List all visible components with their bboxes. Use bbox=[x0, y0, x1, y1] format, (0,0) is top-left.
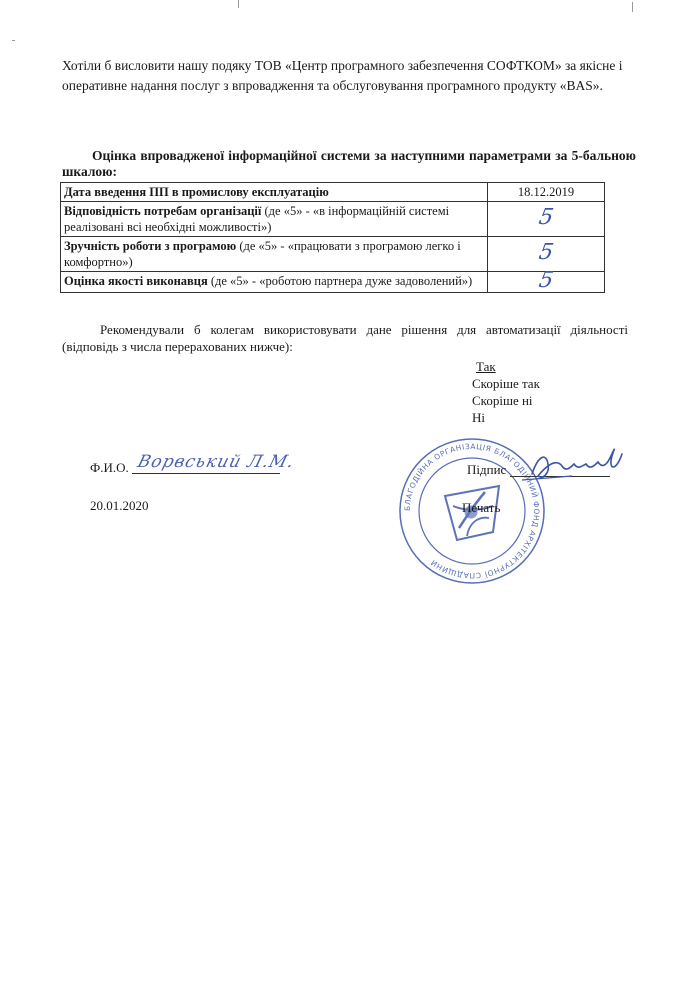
evaluation-heading: Оцінка впровадженої інформаційної системи за наступними параметрами за 5-бальною шкалою: bbox=[62, 148, 636, 179]
criterion-cell bbox=[61, 183, 488, 202]
criterion-note: (де «5» - «працювати з програмою легко і комфортно») bbox=[64, 239, 461, 269]
signature-label: Підпис bbox=[467, 462, 507, 477]
scan-mark bbox=[632, 2, 633, 12]
option-rather-yes: Скоріше так bbox=[472, 376, 540, 391]
value-cell bbox=[488, 237, 605, 272]
criterion-title: Відповідність потребам організації bbox=[64, 204, 262, 218]
scan-mark bbox=[238, 0, 239, 8]
answer-options bbox=[472, 358, 540, 426]
handwritten-score: 5 bbox=[536, 268, 556, 293]
table-row bbox=[61, 183, 605, 202]
date-value: 18.12.2019 bbox=[517, 185, 575, 199]
handwritten-score: 5 bbox=[536, 240, 556, 265]
document-date: 20.01.2020 bbox=[90, 498, 149, 513]
criterion-cell bbox=[61, 237, 488, 272]
option-yes: Так bbox=[476, 359, 496, 374]
fio-handwritten-name: Ворвський Л.М. bbox=[135, 452, 297, 472]
value-cell bbox=[488, 183, 605, 202]
value-cell bbox=[488, 268, 605, 293]
stamp-circular-text: БЛАГОДІЙНА ОРГАНІЗАЦІЯ БЛАГОДІЙНИЙ ФОНД АРХІТЕКТУРНОЇ СПАДЩИНИ bbox=[402, 441, 542, 581]
table-row bbox=[61, 202, 605, 237]
fio-underline bbox=[132, 473, 280, 474]
option-rather-no: Скоріше ні bbox=[472, 393, 533, 408]
recommendation-paragraph: Рекомендували б колегам використовувати дане рішення для автоматизації діяльності (відповідь з числа перерахованих нижче): bbox=[62, 322, 628, 354]
handwritten-signature bbox=[512, 436, 632, 496]
table-row bbox=[61, 237, 605, 272]
scan-mark bbox=[12, 40, 15, 41]
seal-label: Печать bbox=[462, 500, 501, 515]
fio-label: Ф.И.О. bbox=[90, 460, 129, 475]
value-cell bbox=[488, 202, 605, 237]
criterion-cell bbox=[61, 272, 488, 293]
table-row bbox=[61, 272, 605, 293]
criterion-note: (де «5» - «роботою партнера дуже задоволений») bbox=[207, 274, 473, 288]
criterion-note: (де «5» - «в інформаційній системі реалізовані всі необхідні можливості») bbox=[64, 204, 450, 234]
evaluation-table bbox=[60, 182, 605, 293]
thanks-paragraph: Хотіли б висловити нашу подяку ТОВ «Центр програмного забезпечення СОФТКОМ» за якісне і оперативне надання послуг з впровадження та обслуговування програмного продукту «BAS». bbox=[62, 58, 623, 93]
criterion-title: Зручність роботи з програмою bbox=[64, 239, 237, 253]
handwritten-score: 5 bbox=[536, 205, 556, 230]
option-no: Ні bbox=[472, 410, 485, 425]
criterion-cell bbox=[61, 202, 488, 237]
criterion-title: Дата введення ПП в промислову експлуатацію bbox=[64, 185, 329, 199]
criterion-title: Оцінка якості виконавця bbox=[64, 274, 208, 288]
